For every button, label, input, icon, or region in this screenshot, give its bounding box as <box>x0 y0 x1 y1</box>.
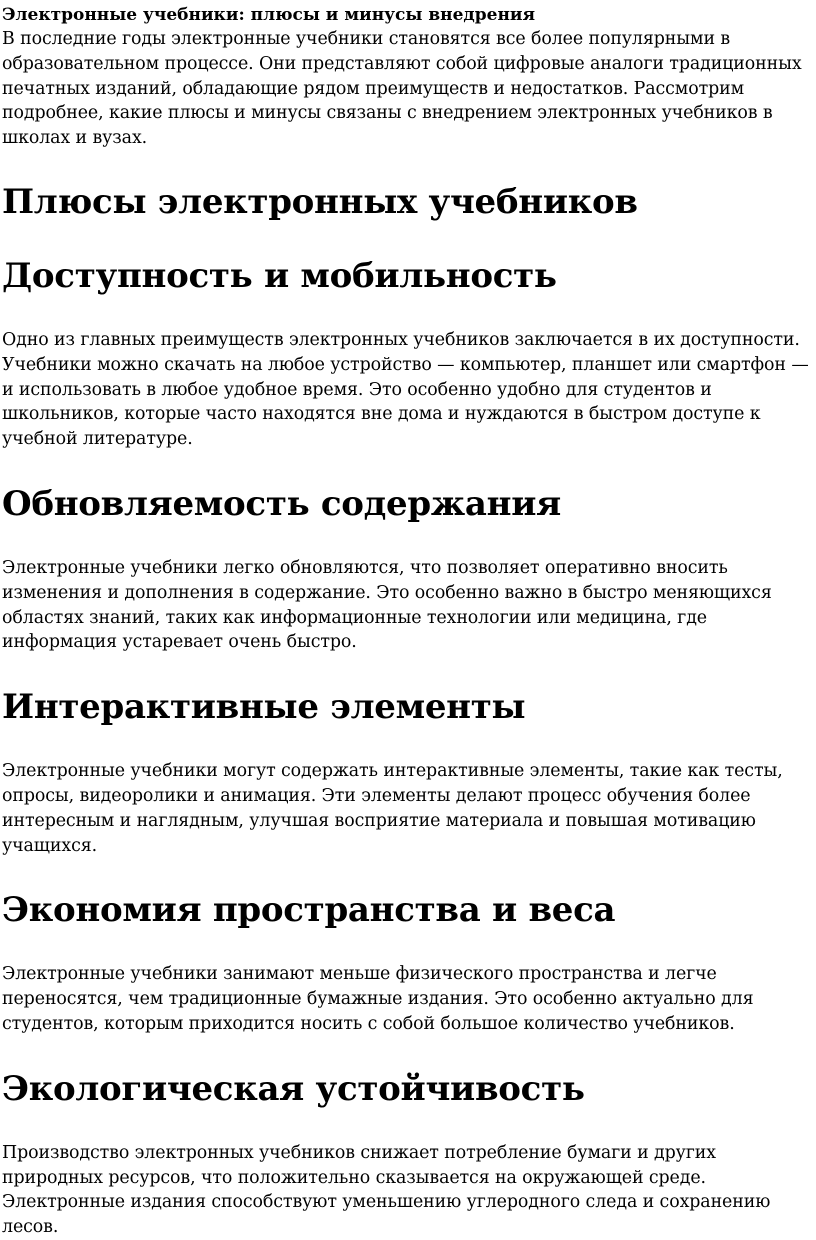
document-title: Электронные учебники: плюсы и минусы внедрения <box>2 5 536 25</box>
subsection-paragraph: Электронные учебники могут содержать интерактивные элементы, такие как тесты, опросы, видеоролики и анимация. Эти элементы делают процесс обучения более интересным и наглядным, улучшая восприятие материала и повышая мотивацию учащихся. <box>2 761 783 856</box>
subsection-heading: Обновляемость содержания <box>2 483 561 524</box>
subsection-heading: Экологическая устойчивость <box>2 1068 585 1109</box>
subsection-heading: Экономия пространства и веса <box>2 890 616 931</box>
subsection-paragraph: Электронные учебники занимают меньше физического пространства и легче переносятся, чем традиционные бумажные издания. Это особенно актуально для студентов, которым приходится носить с собой большое количество учебников. <box>2 964 754 1034</box>
subsection-heading: Интерактивные элементы <box>2 687 526 728</box>
subsection-heading: Доступность и мобильность <box>2 255 557 296</box>
subsection-paragraph: Одно из главных преимуществ электронных учебников заключается в их доступности. Учебники можно скачать на любое устройство — компьютер, планшет или смартфон — и использовать в любое удобное время. Это особенно удобно для студентов и школьников, которые часто находятся вне дома и нуждаются в быстром доступе к учебной литературе. <box>2 329 809 450</box>
subsection-paragraph: Производство электронных учебников снижает потребление бумаги и других природных ресурсов, что положительно сказывается на окружающей среде. Электронные издания способствуют уменьшению углеродного следа и сохранению лесов. <box>2 1142 771 1238</box>
section-heading-pros: Плюсы электронных учебников <box>2 181 638 222</box>
intro-paragraph: В последние годы электронные учебники становятся все более популярными в образовательном процессе. Они представляют собой цифровые аналоги традиционных печатных изданий, обладающие рядом преимуществ и недостатков. Рассмотрим подробнее, какие плюсы и минусы связаны с внедрением электронных учебников в школах и вузах. <box>2 29 802 149</box>
subsection-paragraph: Электронные учебники легко обновляются, что позволяет оперативно вносить изменения и дополнения в содержание. Это особенно важно в быстро меняющихся областях знаний, таких как информационные технологии или медицина, где информация устаревает очень быстро. <box>2 557 772 653</box>
